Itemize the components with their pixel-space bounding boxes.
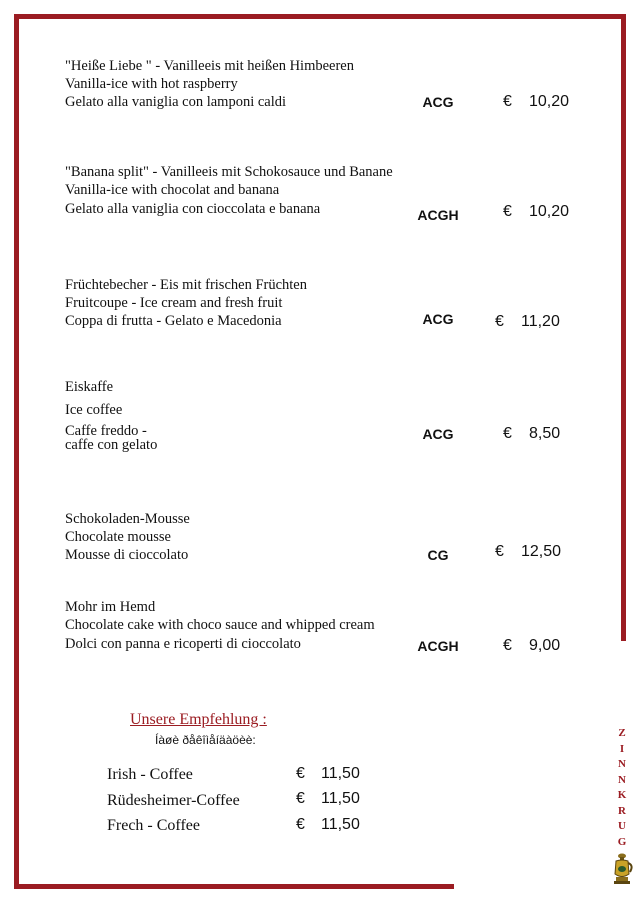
euro-sign: € — [503, 637, 512, 654]
item-name-en: Vanilla-ice with hot raspberry — [65, 76, 238, 92]
item-price: 10,20 — [529, 203, 570, 220]
item-name-en: Chocolate mousse — [65, 529, 171, 545]
euro-sign: € — [495, 543, 504, 560]
allergen-codes: ACG — [422, 426, 454, 442]
item-name-it: Mousse di cioccolato — [65, 547, 189, 563]
brand-letter: U — [618, 820, 626, 832]
item-name-it: Gelato alla vaniglia con lamponi caldi — [65, 94, 287, 110]
euro-sign: € — [296, 790, 305, 807]
euro-sign: € — [503, 93, 512, 110]
brand-letter: I — [619, 742, 625, 755]
brand-letter: Z — [618, 727, 626, 739]
item-name-it: Gelato alla vaniglia con cioccolata e banana — [65, 201, 321, 217]
item-name-it-cont: caffe con gelato — [65, 437, 158, 453]
allergen-codes: ACGH — [417, 638, 459, 654]
brand-letter: R — [618, 804, 626, 817]
item-price: 11,20 — [521, 313, 560, 330]
coffee-price: 11,50 — [321, 765, 360, 782]
brand-letter: K — [617, 789, 627, 801]
coffee-name: Rüdesheimer-Coffee — [107, 792, 240, 809]
pitcher-icon — [609, 852, 635, 886]
item-price: 9,00 — [529, 637, 561, 654]
item-name-de: "Heiße Liebe " - Vanilleeis mit heißen Himbeeren — [65, 58, 354, 74]
euro-sign: € — [296, 765, 305, 782]
item-name-de: "Banana split" - Vanilleeis mit Schokosauce und Banane — [65, 164, 393, 180]
brand-letter: G — [617, 835, 627, 848]
euro-sign: € — [495, 313, 504, 330]
item-name-en: Chocolate cake with choco sauce and whipped cream — [65, 617, 375, 633]
item-name-en: Fruitcoupe - Ice cream and fresh fruit — [65, 295, 283, 311]
item-name-de: Schokoladen-Mousse — [65, 511, 190, 527]
item-name-it: Coppa di frutta - Gelato e Macedonia — [65, 313, 282, 329]
frame-border-top — [14, 14, 626, 19]
allergen-codes: ACG — [422, 311, 454, 327]
item-name-it: Caffe freddo - — [65, 423, 147, 439]
euro-sign: € — [296, 816, 305, 833]
item-price: 12,50 — [521, 543, 562, 560]
recommendation-title: Unsere Empfehlung : — [130, 711, 267, 728]
allergen-codes: ACGH — [417, 207, 459, 223]
coffee-price: 11,50 — [321, 816, 360, 833]
recommendation-subtitle: Íàøè ðåêîìåíäàöèè: — [155, 733, 256, 747]
frame-border-left — [14, 14, 19, 889]
frame-border-bottom — [14, 884, 454, 889]
item-name-de: Eiskaffe — [65, 379, 114, 395]
allergen-codes: ACG — [422, 94, 454, 110]
item-name-en: Vanilla-ice with chocolat and banana — [65, 182, 280, 198]
coffee-name: Irish - Coffee — [107, 766, 193, 783]
coffee-name: Frech - Coffee — [107, 817, 200, 834]
euro-sign: € — [503, 425, 512, 442]
allergen-codes: CG — [427, 547, 449, 563]
item-price: 10,20 — [529, 93, 570, 110]
frame-border-right — [621, 14, 626, 641]
brand-letter: N — [618, 758, 626, 770]
coffee-price: 11,50 — [321, 790, 360, 807]
brand-logo-vertical — [614, 726, 630, 850]
brand-letter: N — [618, 773, 626, 786]
euro-sign: € — [503, 203, 512, 220]
item-name-de: Früchtebecher - Eis mit frischen Früchten — [65, 277, 307, 293]
item-name-de: Mohr im Hemd — [65, 599, 156, 615]
item-price: 8,50 — [529, 425, 561, 442]
item-name-en: Ice coffee — [65, 402, 123, 418]
item-name-it: Dolci con panna e ricoperti di cioccolato — [65, 636, 301, 652]
